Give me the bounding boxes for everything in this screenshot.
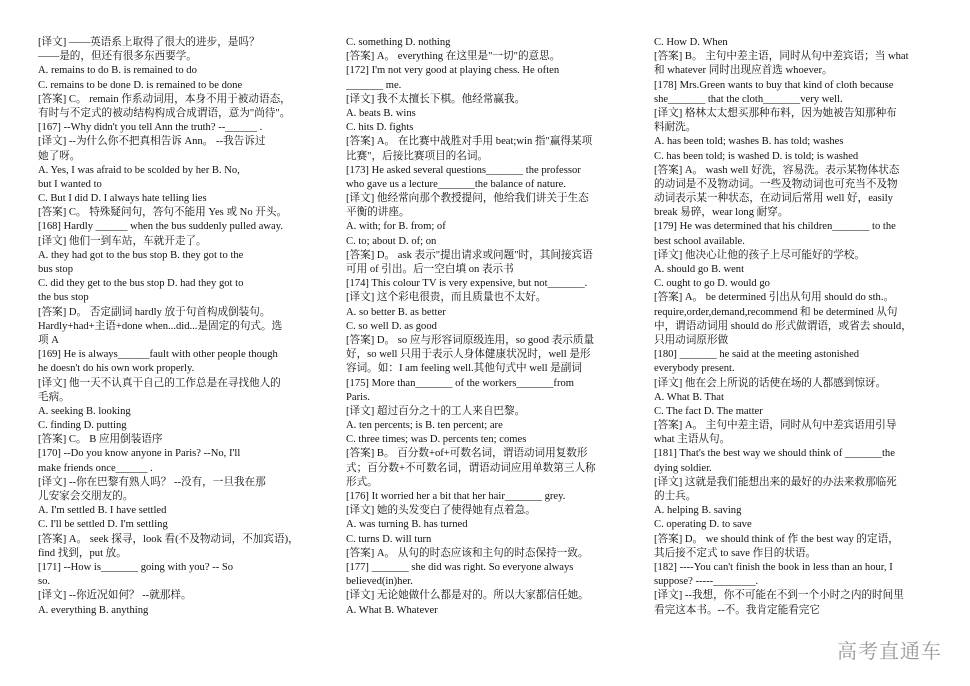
text-line: find 找到，put 放。 (38, 547, 127, 559)
text-line: 的动词是不及物动词。一些及物动词也可充当不及物 (654, 178, 898, 190)
text-line: [177] _______ she did was right. So everyone always (346, 561, 574, 573)
text-line: A. remains to do B. is remained to do (38, 65, 197, 77)
text-line: [180] _______ he said at the meeting astonished (654, 349, 860, 361)
text-line: suppose? -----________. (654, 576, 759, 588)
text-line: C. something D. nothing (346, 37, 451, 48)
text-line: A. was turning B. has turned (346, 519, 468, 531)
text-line: 好，so well 只用于表示人身体健康状况时，well 是形 (346, 349, 591, 361)
text-line: [译文] --你在巴黎有熟人吗？ --没有，一旦我在那 (38, 476, 266, 488)
text-line: [译文] ——英语系上取得了很大的进步，是吗？ (38, 37, 260, 48)
text-line: 中，谓语动词用 should do 形式做谓语，或省去 should， (654, 320, 912, 332)
text-line: [译文] 超过百分之十的工人来自巴黎。 (346, 405, 526, 417)
text-line: [179] He was determined that his children_______ to the (654, 221, 896, 233)
text-line: 她了呀。 (38, 150, 81, 162)
text-line: _______ me. (346, 79, 402, 91)
text-line: C. turns D. will turn (346, 533, 432, 545)
text-line: [170] --Do you know anyone in Paris? --No, I'll (38, 448, 241, 460)
text-line: break 易碎，wear long 耐穿。 (654, 207, 789, 219)
text-line: require,order,demand,recommend 和 be determined 从句 (654, 306, 898, 318)
text-line: C. to; about D. of; on (346, 235, 437, 247)
text-line: A. I'm settled B. I have settled (38, 505, 167, 517)
text-line: 儿安家会交朋友的。 (38, 491, 134, 502)
text-line: everybody present. (654, 363, 735, 375)
text-line: A. What B. That (654, 391, 724, 403)
text-line: [译文] 这就是我们能想出来的最好的办法来救那临死 (654, 476, 897, 488)
text-line: A. ten percents; is B. ten percent; are (346, 420, 503, 432)
text-line: [答案] A。 在比赛中战胜对手用 beat;win 指"赢得某项 (346, 136, 593, 148)
text-line: [答案] D。 we should think of 作 the best way 的定语， (654, 533, 899, 545)
text-line: C. three times; was D. percents ten; comes (346, 434, 527, 446)
text-line: A. helping B. saving (654, 505, 742, 517)
text-line: [182] ----You can't finish the book in less than an hour, I (654, 561, 893, 573)
text-line: he doesn't do his own work properly. (38, 363, 195, 375)
text-line: [答案] B。 主句中差主语，同时从句中差宾语；当 what (654, 51, 909, 63)
text-line: [答案] A。 wash well 好洗，容易洗。表示某物体状态 (654, 164, 900, 176)
text-line: 式；百分数+不可数名词，谓语动词应用单数第三人称 (346, 462, 596, 474)
text-line: A. with; for B. from; of (346, 221, 446, 233)
text-line: [答案] A。 be determined 引出从句用 should do sth.。 (654, 292, 895, 304)
text-column-left (38, 36, 333, 618)
text-line: ——是的，但还有很多东西要学。 (38, 51, 197, 63)
text-line: A. beats B. wins (346, 107, 416, 119)
text-line: she_______ that the cloth_______very well. (654, 93, 843, 105)
text-line: what 主语从句。 (654, 434, 731, 446)
text-line: A. everything B. anything (38, 604, 149, 616)
text-line: C. How D. When (654, 37, 728, 48)
text-line: 平衡的讲座。 (346, 207, 410, 219)
text-line: [答案] A。 everything 在这里是"一切"的意思。 (346, 51, 561, 63)
text-line: [译文] 他一天不认真干自己的工作总是在寻找他人的 (38, 377, 281, 389)
text-line: [答案] D。 ask 表示"提出请求或问题"时，其间接宾语 (346, 249, 593, 261)
text-line: A. so better B. as better (346, 306, 446, 318)
text-line: make friends once______ . (38, 462, 153, 474)
text-column-middle (346, 36, 641, 618)
text-line: [译文] 这个彩电很贵，而且质量也不太好。 (346, 292, 547, 304)
text-line: C. remains to be done D. is remained to be done (38, 79, 243, 91)
text-column-right (654, 36, 949, 618)
watermark-logo: 高考直通车 (837, 639, 942, 663)
text-line: the bus stop (38, 292, 89, 304)
text-line: believed(in)her. (346, 576, 413, 588)
text-line: [译文] 格林太太想买那种布料，因为她被告知那种布 (654, 107, 897, 119)
text-line: 料耐洗。 (654, 122, 697, 134)
text-line: dying soldier. (654, 462, 712, 474)
text-line: so. (38, 576, 51, 588)
text-line: [176] It worried her a bit that her hair_______ grey. (346, 491, 566, 502)
text-line: 容词。如：I am feeling well.其他句式中 well 是副词 (346, 363, 582, 375)
text-line: [译文] 她的头发变白了使得她有点着急。 (346, 505, 536, 517)
text-line: bus stop (38, 264, 74, 275)
text-line: [168] Hardly ______ when the bus suddenly pulled away. (38, 221, 283, 233)
text-line: C. ought to go D. would go (654, 278, 770, 290)
text-line: [译文] 他们一到车站，车就开走了。 (38, 235, 207, 247)
text-line: [175] More than_______ of the workers_______from (346, 377, 575, 389)
text-line: who gave us a lecture_______the balance of nature. (346, 178, 567, 190)
text-line: [译文] 他决心让他的孩子上尽可能好的学校。 (654, 249, 865, 261)
text-line: [169] He is always______fault with other people though (38, 349, 278, 361)
text-line: A. they had got to the bus stop B. they got to the (38, 249, 244, 261)
text-line: C. hits D. fights (346, 122, 414, 134)
text-line: A. should go B. went (654, 264, 745, 275)
text-line: [译文] 他经常向那个教授提问，他给我们讲关于生态 (346, 193, 589, 205)
text-line: [172] I'm not very good at playing chess. He often (346, 65, 560, 77)
text-line: [答案] A。 从句的时态应该和主句的时态保持一致。 (346, 547, 589, 559)
text-line: 的士兵。 (654, 491, 697, 502)
text-line: 动词表示某一种状态，在动词后常用 well 好，easily (654, 193, 893, 205)
text-line: 其后接不定式 to save 作目的状语。 (654, 547, 817, 559)
text-line: [译文] 他在会上所说的话使在场的人都感到惊讶。 (654, 377, 887, 389)
text-line: 毛病。 (38, 391, 70, 403)
text-line: 看完这本书。--不。我肯定能看完它 (654, 604, 820, 616)
text-line: C. I'll be settled D. I'm settling (38, 519, 168, 531)
text-line: [答案] C。 特殊疑问句，答句不能用 Yes 或 No 开头。 (38, 207, 288, 219)
text-line: 比赛"，后接比赛项目的名词。 (346, 150, 489, 162)
text-line: [178] Mrs.Green wants to buy that kind of cloth because (654, 79, 894, 91)
text-line: [答案] B。 百分数+of+可数名词，谓语动词用复数形 (346, 448, 588, 460)
text-line: 可用 of 引出。后一空白填 on 表示书 (346, 264, 514, 275)
text-line: [答案] A。 主句中差主语，同时从句中差宾语用引导 (654, 420, 897, 432)
text-line: [167] --Why didn't you tell Ann the truth? --______ . (38, 122, 263, 134)
text-line: C. has been told; is washed D. is told; is washed (654, 150, 859, 162)
text-line: [174] This colour TV is very expensive, but not_______. (346, 278, 588, 290)
text-line: C. But I did D. I always hate telling lies (38, 193, 207, 205)
text-line: 有时与不定式的被动结构构成合成谓语，意为"尚待"。 (38, 107, 291, 119)
text-line: [答案] C。 B 应用倒装语序 (38, 434, 163, 446)
text-line: [答案] D。 so 应与形容词原级连用，so good 表示质量 (346, 334, 595, 346)
text-line: C. did they get to the bus stop D. had they got to (38, 278, 244, 290)
text-line: A. has been told; washes B. has told; washes (654, 136, 844, 148)
text-line: C. operating D. to save (654, 519, 752, 531)
text-line: [译文] --我想，你不可能在不到一个小时之内的时间里 (654, 590, 904, 602)
text-line: [译文] 无论她做什么都是对的。所以大家都信任她。 (346, 590, 589, 602)
text-line: 只用动词原形做 (654, 334, 729, 346)
text-line: [173] He asked several questions_______ the professor (346, 164, 581, 176)
text-line: C. so well D. as good (346, 320, 437, 332)
text-line: but I wanted to (38, 178, 102, 190)
text-line: [答案] D。 否定副词 hardly 放于句首构成倒装句。 (38, 306, 271, 318)
text-line: [译文] --为什么你不把真相告诉 Ann。 --我告诉过 (38, 136, 266, 148)
text-line: [171] --How is_______ going with you? -- So (38, 561, 234, 573)
text-line: [译文] --你近况如何？ --就那样。 (38, 590, 192, 602)
text-line: best school available. (654, 235, 745, 247)
text-line: 和 whatever 同时出现应首选 whoever。 (654, 65, 833, 77)
text-line: [181] That's the best way we should think of _______the (654, 448, 895, 460)
text-line: [答案] A。 seek 探寻，look 看(不及物动词，不加宾语)， (38, 533, 299, 545)
text-line: 项 A (38, 334, 59, 346)
text-line: [译文] 我不太擅长下棋。他经常赢我。 (346, 93, 526, 105)
text-line: A. seeking B. looking (38, 405, 131, 417)
text-line: A. What B. Whatever (346, 604, 438, 616)
text-line: Hardly+had+主语+done when...did...是固定的句式。选 (38, 320, 283, 332)
text-line: 形式。 (346, 476, 378, 488)
text-line: [答案] C。 remain 作系动词用，本身不用于被动语态， (38, 93, 291, 105)
text-line: Paris. (346, 391, 370, 403)
text-line: C. finding D. putting (38, 420, 127, 432)
text-line: A. Yes, I was afraid to be scolded by her B. No, (38, 164, 240, 176)
text-line: C. The fact D. The matter (654, 405, 763, 417)
